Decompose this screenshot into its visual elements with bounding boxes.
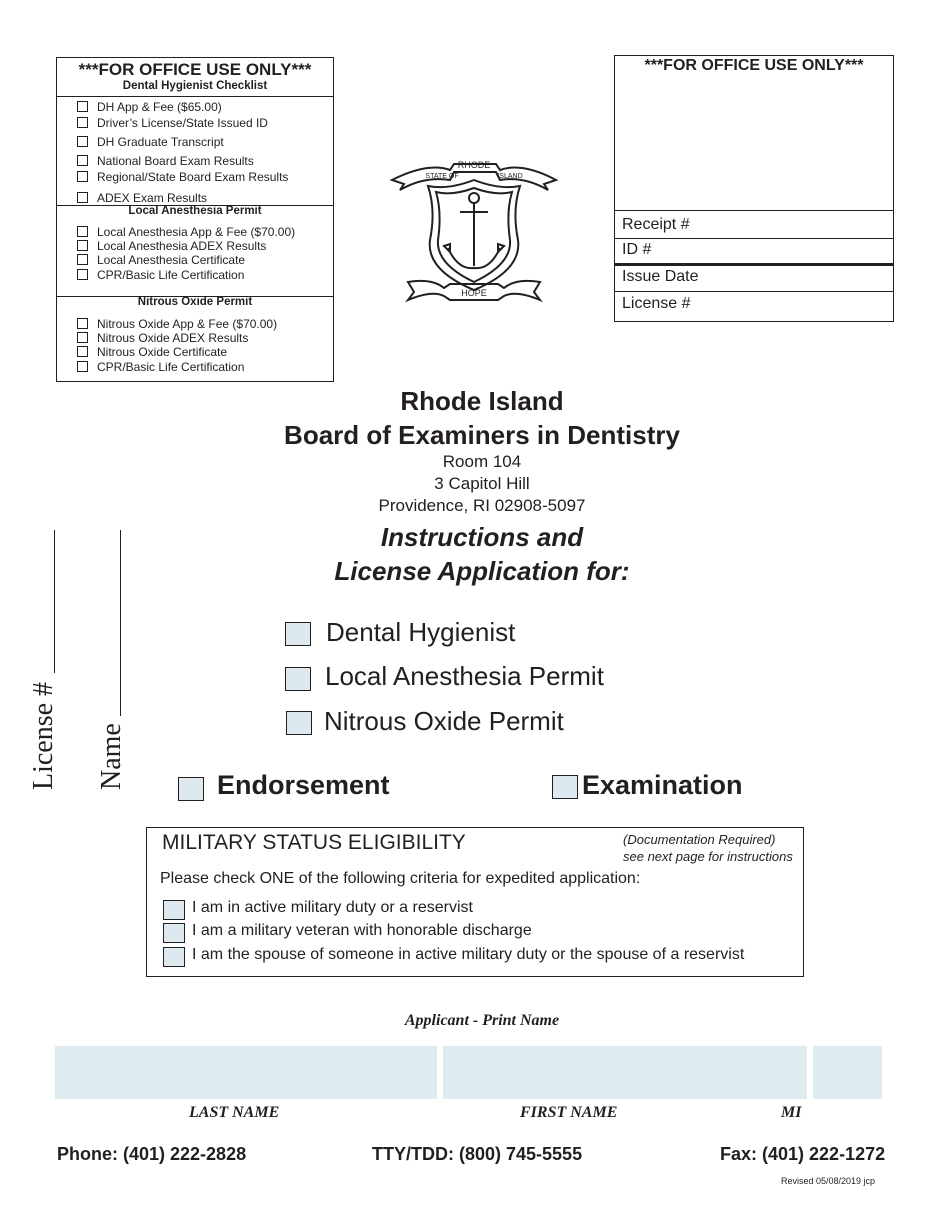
dental-hygienist-label: Dental Hygienist	[326, 617, 516, 647]
military-status-section	[146, 827, 804, 977]
side-name-label: Name	[96, 723, 127, 790]
address-room: Room 104	[442, 452, 522, 471]
last-name-input[interactable]	[55, 1046, 437, 1099]
local-anesthesia-checkbox[interactable]	[285, 667, 311, 691]
applicant-heading: Applicant - Print Name	[404, 1012, 560, 1029]
spouse-checkbox[interactable]	[163, 947, 185, 967]
nitrous-oxide-label: Nitrous Oxide Permit	[324, 706, 564, 736]
checklist-item: Local Anesthesia Certificate	[77, 253, 245, 267]
endorsement-checkbox[interactable]	[178, 777, 204, 801]
checkbox-icon	[77, 136, 88, 147]
veteran-checkbox[interactable]	[163, 923, 185, 943]
seal-left-text: STATE OF	[425, 173, 459, 180]
checkbox-icon	[77, 117, 88, 128]
checklist-title: ***FOR OFFICE USE ONLY***	[78, 60, 312, 79]
checkbox-icon	[77, 171, 88, 182]
address-street: 3 Capitol Hill	[434, 474, 530, 493]
military-title: MILITARY STATUS ELIGIBILITY	[162, 831, 466, 854]
middle-initial-input[interactable]	[813, 1046, 882, 1099]
checkbox-icon	[77, 254, 88, 265]
seal-top-text: RHODE	[457, 160, 491, 170]
tty-number: TTY/TDD: (800) 745-5555	[372, 1144, 583, 1164]
mi-label: MI	[781, 1104, 802, 1121]
name-line	[120, 530, 121, 716]
checklist-item: DH App & Fee ($65.00)	[77, 100, 222, 114]
first-name-input[interactable]	[443, 1046, 807, 1099]
checkbox-icon	[77, 361, 88, 372]
checkbox-icon	[77, 226, 88, 237]
examination-label: Examination	[582, 770, 743, 800]
id-label: ID #	[622, 241, 652, 258]
license-line	[54, 530, 55, 673]
checklist-item: National Board Exam Results	[77, 154, 254, 168]
checkbox-icon	[77, 101, 88, 112]
checklist-item: Local Anesthesia ADEX Results	[77, 239, 266, 253]
fax-number: Fax: (401) 222-1272	[720, 1144, 886, 1164]
checkbox-icon	[77, 332, 88, 343]
address-city: Providence, RI 02908-5097	[378, 496, 586, 515]
seal-motto: HOPE	[461, 288, 487, 298]
office-box-title: ***FOR OFFICE USE ONLY***	[644, 57, 864, 74]
checkbox-icon	[77, 240, 88, 251]
endorsement-label: Endorsement	[217, 770, 390, 800]
checkbox-icon	[77, 269, 88, 280]
checklist-item: DH Graduate Transcript	[77, 135, 224, 149]
revised-date: Revised 05/08/2019 jcp	[781, 1176, 876, 1186]
state-seal-icon	[388, 150, 560, 308]
la-checklist-title: Local Anesthesia Permit	[128, 205, 262, 217]
active-duty-checkbox[interactable]	[163, 900, 185, 920]
checklist-item: Driver’s License/State Issued ID	[77, 116, 268, 130]
checkbox-icon	[77, 155, 88, 166]
instructions-title-line1: Instructions and	[380, 522, 584, 552]
license-number-label: License #	[622, 295, 691, 312]
active-duty-label: I am in active military duty or a reservist	[192, 899, 473, 916]
checklist-item: ADEX Exam Results	[77, 191, 207, 205]
checkbox-icon	[77, 192, 88, 203]
checklist-item: Local Anesthesia App & Fee ($70.00)	[77, 225, 295, 239]
checkbox-icon	[77, 346, 88, 357]
checklist-item: Regional/State Board Exam Results	[77, 170, 288, 184]
instructions-title-line2: License Application for:	[334, 556, 630, 586]
checklist-item: Nitrous Oxide ADEX Results	[77, 331, 248, 345]
side-license-label: License #	[28, 681, 59, 790]
spouse-label: I am the spouse of someone in active military duty or the spouse of a reservist	[192, 946, 745, 963]
see-next-page-note: see next page for instructions	[623, 849, 793, 864]
checklist-item: Nitrous Oxide App & Fee ($70.00)	[77, 317, 277, 331]
military-prompt: Please check ONE of the following criteria for expedited application:	[160, 870, 641, 887]
nitrous-oxide-checkbox[interactable]	[286, 711, 312, 735]
issue-date-label: Issue Date	[622, 268, 699, 285]
checkbox-icon	[77, 318, 88, 329]
org-name-line1: Rhode Island	[400, 386, 564, 416]
no-checklist-title: Nitrous Oxide Permit	[137, 296, 253, 308]
examination-checkbox[interactable]	[552, 775, 578, 799]
dental-hygienist-checkbox[interactable]	[285, 622, 311, 646]
last-name-label: LAST NAME	[189, 1104, 280, 1121]
veteran-label: I am a military veteran with honorable discharge	[192, 922, 532, 939]
checklist-item: Nitrous Oxide Certificate	[77, 345, 227, 359]
receipt-label: Receipt #	[622, 216, 690, 233]
office-use-box	[614, 55, 894, 322]
phone-number: Phone: (401) 222-2828	[57, 1144, 247, 1164]
checklist-item: CPR/Basic Life Certification	[77, 268, 244, 282]
local-anesthesia-label: Local Anesthesia Permit	[325, 661, 604, 691]
office-checklist	[56, 57, 334, 382]
seal-right-text: ISLAND	[497, 173, 523, 180]
org-name-line2: Board of Examiners in Dentistry	[284, 420, 680, 450]
documentation-required-note: (Documentation Required)	[623, 832, 776, 847]
first-name-label: FIRST NAME	[520, 1104, 618, 1121]
checklist-item: CPR/Basic Life Certification	[77, 360, 244, 374]
dh-checklist-title: Dental Hygienist Checklist	[122, 80, 268, 92]
